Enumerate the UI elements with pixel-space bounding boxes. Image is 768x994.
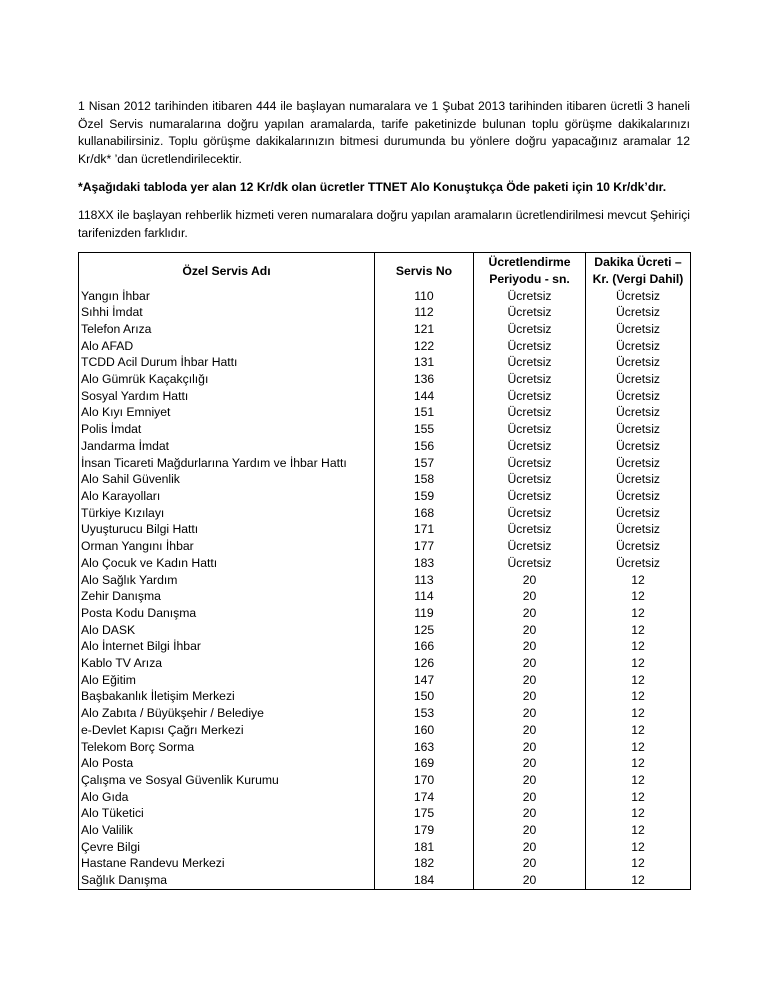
service-no-cell: 169 (375, 755, 474, 772)
table-row (79, 455, 691, 472)
minute-fee-cell: 12 (586, 605, 691, 622)
service-name-cell: Alo Gümrük Kaçakçılığı (79, 371, 375, 388)
billing-period-cell: Ücretsiz (474, 505, 586, 522)
table-row (79, 505, 691, 522)
minute-fee-cell: 12 (586, 672, 691, 689)
service-no-cell: 126 (375, 655, 474, 672)
billing-period-cell: 20 (474, 822, 586, 839)
header-billing-period (474, 253, 586, 288)
minute-fee-cell: 12 (586, 588, 691, 605)
minute-fee-cell: 12 (586, 655, 691, 672)
service-no-cell: 179 (375, 822, 474, 839)
billing-period-cell: 20 (474, 722, 586, 739)
billing-period-cell: 20 (474, 839, 586, 856)
service-no-cell: 171 (375, 521, 474, 538)
service-name-cell: Alo Eğitim (79, 672, 375, 689)
service-name-cell: Telekom Borç Sorma (79, 739, 375, 756)
service-no-cell: 181 (375, 839, 474, 856)
minute-fee-cell: Ücretsiz (586, 404, 691, 421)
minute-fee-cell: Ücretsiz (586, 421, 691, 438)
billing-period-cell: Ücretsiz (474, 521, 586, 538)
table-row (79, 488, 691, 505)
minute-fee-cell: Ücretsiz (586, 288, 691, 305)
minute-fee-cell: Ücretsiz (586, 371, 691, 388)
table-row (79, 638, 691, 655)
directory-note-paragraph: 118XX ile başlayan rehberlik hizmeti veren numaralara doğru yapılan aramaların ücretlendirilmesi mevcut Şehiriçi tarifenizden farklıdır. (78, 207, 690, 240)
minute-fee-cell: 12 (586, 872, 691, 889)
billing-period-cell: 20 (474, 755, 586, 772)
billing-period-cell: 20 (474, 739, 586, 756)
table-row (79, 588, 691, 605)
service-no-cell: 114 (375, 588, 474, 605)
table-row (79, 672, 691, 689)
service-no-cell: 147 (375, 672, 474, 689)
header-service-no: Servis No (375, 253, 474, 288)
minute-fee-cell: 12 (586, 822, 691, 839)
billing-period-cell: 20 (474, 622, 586, 639)
header-minute-fee-line2: Kr. (Vergi Dahil) (592, 271, 684, 286)
billing-period-cell: Ücretsiz (474, 388, 586, 405)
service-name-cell: Posta Kodu Danışma (79, 605, 375, 622)
service-name-cell: Sıhhi İmdat (79, 304, 375, 321)
service-no-cell: 184 (375, 872, 474, 889)
minute-fee-cell: Ücretsiz (586, 555, 691, 572)
service-name-cell: Kablo TV Arıza (79, 655, 375, 672)
service-no-cell: 131 (375, 354, 474, 371)
minute-fee-cell: Ücretsiz (586, 488, 691, 505)
table-row (79, 371, 691, 388)
minute-fee-cell: Ücretsiz (586, 455, 691, 472)
billing-period-cell: Ücretsiz (474, 404, 586, 421)
service-name-cell: Alo İnternet Bilgi İhbar (79, 638, 375, 655)
service-no-cell: 150 (375, 688, 474, 705)
minute-fee-cell: 12 (586, 855, 691, 872)
service-name-cell: TCDD Acil Durum İhbar Hattı (79, 354, 375, 371)
table-row (79, 772, 691, 789)
table-row (79, 739, 691, 756)
service-no-cell: 110 (375, 288, 474, 305)
header-billing-period-line2: Periyodu - sn. (489, 271, 570, 286)
service-no-cell: 158 (375, 471, 474, 488)
billing-period-cell: 20 (474, 805, 586, 822)
service-no-cell: 136 (375, 371, 474, 388)
billing-period-cell: Ücretsiz (474, 288, 586, 305)
billing-period-cell: Ücretsiz (474, 421, 586, 438)
table-row (79, 538, 691, 555)
service-no-cell: 159 (375, 488, 474, 505)
service-name-cell: Alo Kıyı Emniyet (79, 404, 375, 421)
billing-period-cell: Ücretsiz (474, 555, 586, 572)
table-row (79, 622, 691, 639)
service-no-cell: 113 (375, 572, 474, 589)
table-row (79, 789, 691, 806)
billing-period-cell: Ücretsiz (474, 338, 586, 355)
service-no-cell: 155 (375, 421, 474, 438)
service-name-cell: Başbakanlık İletişim Merkezi (79, 688, 375, 705)
table-row (79, 805, 691, 822)
billing-period-cell: 20 (474, 572, 586, 589)
service-no-cell: 177 (375, 538, 474, 555)
service-no-cell: 112 (375, 304, 474, 321)
billing-period-cell: Ücretsiz (474, 538, 586, 555)
table-row (79, 555, 691, 572)
minute-fee-cell: 12 (586, 572, 691, 589)
service-name-cell: Türkiye Kızılayı (79, 505, 375, 522)
service-name-cell: Telefon Arıza (79, 321, 375, 338)
table-row (79, 288, 691, 305)
table-row (79, 438, 691, 455)
header-billing-period-line1: Ücretlendirme (488, 255, 571, 270)
service-table (78, 252, 691, 890)
table-row (79, 855, 691, 872)
table-row (79, 338, 691, 355)
service-name-cell: Alo Sahil Güvenlik (79, 471, 375, 488)
billing-period-cell: Ücretsiz (474, 321, 586, 338)
service-name-cell: Alo Sağlık Yardım (79, 572, 375, 589)
service-name-cell: Alo AFAD (79, 338, 375, 355)
minute-fee-cell: Ücretsiz (586, 338, 691, 355)
table-row (79, 688, 691, 705)
service-name-cell: Alo Çocuk ve Kadın Hattı (79, 555, 375, 572)
billing-period-cell: 20 (474, 855, 586, 872)
service-name-cell: e-Devlet Kapısı Çağrı Merkezi (79, 722, 375, 739)
minute-fee-cell: Ücretsiz (586, 521, 691, 538)
service-name-cell: Alo Tüketici (79, 805, 375, 822)
minute-fee-cell: 12 (586, 805, 691, 822)
service-no-cell: 153 (375, 705, 474, 722)
service-name-cell: Jandarma İmdat (79, 438, 375, 455)
minute-fee-cell: 12 (586, 772, 691, 789)
service-no-cell: 121 (375, 321, 474, 338)
minute-fee-cell: Ücretsiz (586, 505, 691, 522)
service-no-cell: 168 (375, 505, 474, 522)
table-row (79, 822, 691, 839)
service-no-cell: 157 (375, 455, 474, 472)
service-no-cell: 163 (375, 739, 474, 756)
service-no-cell: 122 (375, 338, 474, 355)
table-row (79, 605, 691, 622)
service-name-cell: Alo Posta (79, 755, 375, 772)
service-name-cell: Çalışma ve Sosyal Güvenlik Kurumu (79, 772, 375, 789)
billing-period-cell: Ücretsiz (474, 488, 586, 505)
table-body (79, 288, 691, 890)
billing-period-cell: 20 (474, 705, 586, 722)
billing-period-cell: 20 (474, 638, 586, 655)
minute-fee-cell: Ücretsiz (586, 471, 691, 488)
minute-fee-cell: Ücretsiz (586, 438, 691, 455)
document-page (78, 98, 690, 890)
billing-period-cell: Ücretsiz (474, 471, 586, 488)
footnote-paragraph: *Aşağıdaki tabloda yer alan 12 Kr/dk olan ücretler TTNET Alo Konuştukça Öde paketi için 10 Kr/dk’dır. (78, 180, 667, 195)
minute-fee-cell: 12 (586, 638, 691, 655)
service-name-cell: Sağlık Danışma (79, 872, 375, 889)
service-no-cell: 151 (375, 404, 474, 421)
minute-fee-cell: 12 (586, 705, 691, 722)
service-name-cell: Alo Karayolları (79, 488, 375, 505)
billing-period-cell: 20 (474, 588, 586, 605)
table-row (79, 872, 691, 889)
service-name-cell: Çevre Bilgi (79, 839, 375, 856)
service-no-cell: 170 (375, 772, 474, 789)
table-header-row (79, 253, 691, 288)
table-row (79, 705, 691, 722)
billing-period-cell: 20 (474, 772, 586, 789)
table-row (79, 304, 691, 321)
header-minute-fee-line1: Dakika Ücreti – (594, 255, 682, 270)
service-name-cell: Sosyal Yardım Hattı (79, 388, 375, 405)
table-row (79, 572, 691, 589)
table-row (79, 354, 691, 371)
billing-period-cell: Ücretsiz (474, 354, 586, 371)
table-row (79, 471, 691, 488)
minute-fee-cell: Ücretsiz (586, 538, 691, 555)
minute-fee-cell: 12 (586, 839, 691, 856)
billing-period-cell: 20 (474, 655, 586, 672)
billing-period-cell: 20 (474, 688, 586, 705)
header-service-name: Özel Servis Adı (79, 253, 375, 288)
table-row (79, 388, 691, 405)
minute-fee-cell: Ücretsiz (586, 321, 691, 338)
table-row (79, 321, 691, 338)
service-name-cell: Yangın İhbar (79, 288, 375, 305)
intro-paragraph: 1 Nisan 2012 tarihinden itibaren 444 ile başlayan numaralara ve 1 Şubat 2013 tarihinden itibaren ücretli 3 haneli Özel Servis numaralarına doğru yapılan aramalarda, tarife paketinizde bulunan toplu görüşme dakikalarınızı kullanabilirsiniz. Toplu görüşme dakikalarınızın bitmesi durumunda bu yönlere doğru yapacağınız aramalar 12 Kr/dk* ’dan ücretlendirilecektir. (78, 99, 690, 166)
service-no-cell: 166 (375, 638, 474, 655)
billing-period-cell: 20 (474, 789, 586, 806)
service-no-cell: 125 (375, 622, 474, 639)
header-minute-fee (586, 253, 691, 288)
table-row (79, 521, 691, 538)
service-no-cell: 156 (375, 438, 474, 455)
minute-fee-cell: Ücretsiz (586, 304, 691, 321)
service-name-cell: Zehir Danışma (79, 588, 375, 605)
service-name-cell: Alo Valilik (79, 822, 375, 839)
service-name-cell: İnsan Ticareti Mağdurlarına Yardım ve İhbar Hattı (79, 455, 375, 472)
table-row (79, 655, 691, 672)
service-name-cell: Uyuşturucu Bilgi Hattı (79, 521, 375, 538)
billing-period-cell: Ücretsiz (474, 455, 586, 472)
minute-fee-cell: 12 (586, 789, 691, 806)
service-no-cell: 119 (375, 605, 474, 622)
table-row (79, 839, 691, 856)
billing-period-cell: Ücretsiz (474, 438, 586, 455)
service-name-cell: Polis İmdat (79, 421, 375, 438)
service-name-cell: Hastane Randevu Merkezi (79, 855, 375, 872)
minute-fee-cell: Ücretsiz (586, 354, 691, 371)
minute-fee-cell: 12 (586, 722, 691, 739)
billing-period-cell: 20 (474, 872, 586, 889)
table-row (79, 421, 691, 438)
table-row (79, 755, 691, 772)
billing-period-cell: 20 (474, 605, 586, 622)
minute-fee-cell: 12 (586, 739, 691, 756)
service-no-cell: 182 (375, 855, 474, 872)
billing-period-cell: Ücretsiz (474, 304, 586, 321)
minute-fee-cell: 12 (586, 755, 691, 772)
service-no-cell: 160 (375, 722, 474, 739)
minute-fee-cell: 12 (586, 688, 691, 705)
service-no-cell: 144 (375, 388, 474, 405)
billing-period-cell: 20 (474, 672, 586, 689)
minute-fee-cell: Ücretsiz (586, 388, 691, 405)
service-no-cell: 175 (375, 805, 474, 822)
service-name-cell: Alo Zabıta / Büyükşehir / Belediye (79, 705, 375, 722)
table-row (79, 722, 691, 739)
service-no-cell: 174 (375, 789, 474, 806)
table-row (79, 404, 691, 421)
minute-fee-cell: 12 (586, 622, 691, 639)
service-name-cell: Alo Gıda (79, 789, 375, 806)
service-name-cell: Alo DASK (79, 622, 375, 639)
billing-period-cell: Ücretsiz (474, 371, 586, 388)
service-name-cell: Orman Yangını İhbar (79, 538, 375, 555)
service-no-cell: 183 (375, 555, 474, 572)
